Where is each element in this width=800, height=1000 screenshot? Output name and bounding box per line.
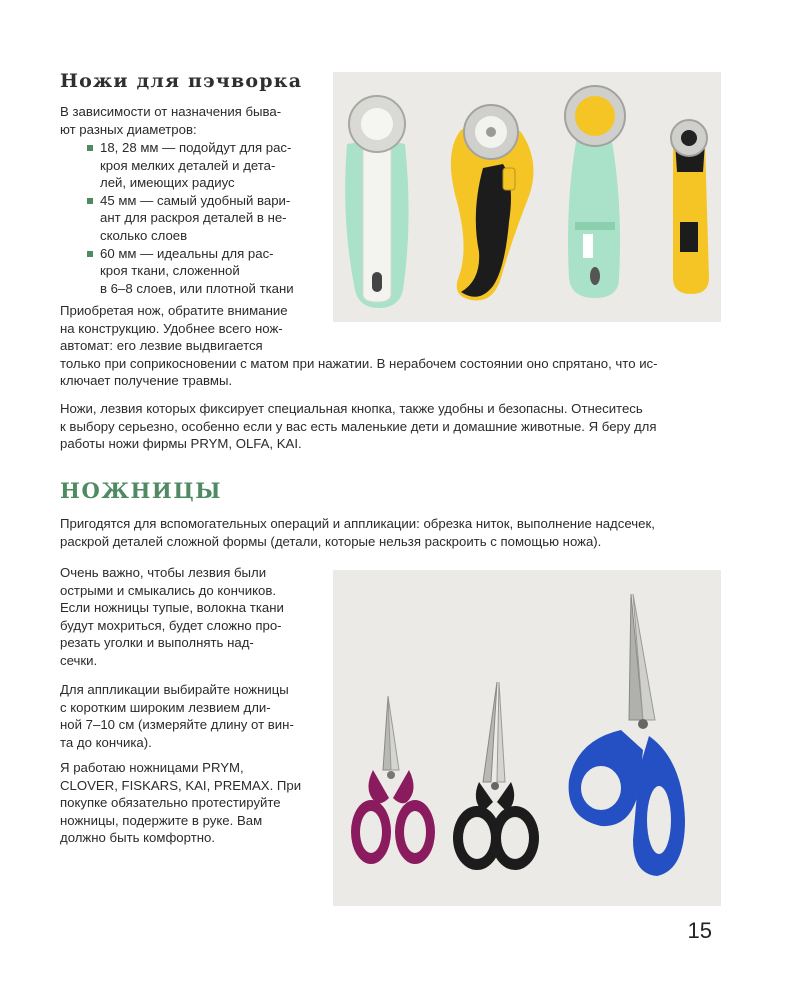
rotary-cutters-photo (333, 72, 721, 322)
scissors-black-icon (453, 682, 539, 870)
brands-paragraph: Я работаю ножницами PRYM, CLOVER, FISKARS, KAI, PREMAX. При покупке обязательно протестируйте ножницы, подержите в руке. Вам должно быть комфортно. (60, 760, 302, 846)
list-item: 45 мм — самый удобный вари- ант для раскроя деталей в не- сколько слоев (76, 192, 336, 245)
scissors-intro: Пригодятся для вспомогательных операций и аппликации: обрезка ниток, выполнение надсечек, раскрой деталей сложной формы (детали, которые нельзя раскроить с помощью ножа). (60, 516, 655, 549)
scissors-illustration (333, 570, 721, 906)
diameter-list (76, 139, 336, 297)
scissors-photo (333, 570, 721, 906)
applique-paragraph: Для аппликации выбирайте ножницы с коротким широким лезвием дли- ной 7–10 см (измеряйте длину от вин- та до кончика). (60, 682, 294, 750)
bullet-square-icon (87, 251, 93, 257)
scissors-blue-icon (569, 594, 685, 876)
knives-intro: В зависимости от назначения быва- ют разных диаметров: (60, 104, 282, 137)
rotary-cutter-small-yellow-icon (671, 120, 709, 294)
bullet-square-icon (87, 198, 93, 204)
bullet-square-icon (87, 145, 93, 151)
scissors-purple-icon (351, 696, 435, 864)
rotary-cutters-illustration (333, 72, 721, 322)
list-item: 18, 28 мм — подойдут для рас- кроя мелких деталей и дета- лей, имеющих радиус (76, 139, 336, 192)
rotary-cutter-mint-white-icon (345, 96, 408, 308)
sharpness-paragraph: Очень важно, чтобы лезвия были острыми и смыкались до кончиков. Если ножницы тупые, волокна ткани будут мохриться, будет сложно про- резать уголки и выполнять над- сечки. (60, 565, 284, 668)
knives-heading: Ножи для пэчворка (60, 70, 303, 92)
scissors-heading: НОЖНИЦЫ (60, 478, 223, 503)
button-knives-paragraph: Ножи, лезвия которых фиксирует специальная кнопка, также удобны и безопасны. Отнеситесь к выбору серьезно, особенно если у вас есть маленькие дети и домашние животные. Я беру для работы ножи фирмы PRYM, OLFA, KAI. (60, 401, 657, 452)
construction-paragraph: Приобретая нож, обратите внимание на конструкцию. Удобнее всего нож- автомат: его лезвие выдвигается только при соприкосновении с матом при нажатии. В нерабочем состоянии оно спрятано, что ис- ключает получение травмы. (60, 303, 658, 389)
list-item: 60 мм — идеальны для рас- кроя ткани, сложенной в 6–8 слоев, или плотной ткани (76, 245, 336, 298)
rotary-cutter-mint-yellow-icon (565, 86, 625, 298)
rotary-cutter-yellow-black-icon (451, 105, 534, 301)
page-number: 15 (687, 918, 712, 943)
